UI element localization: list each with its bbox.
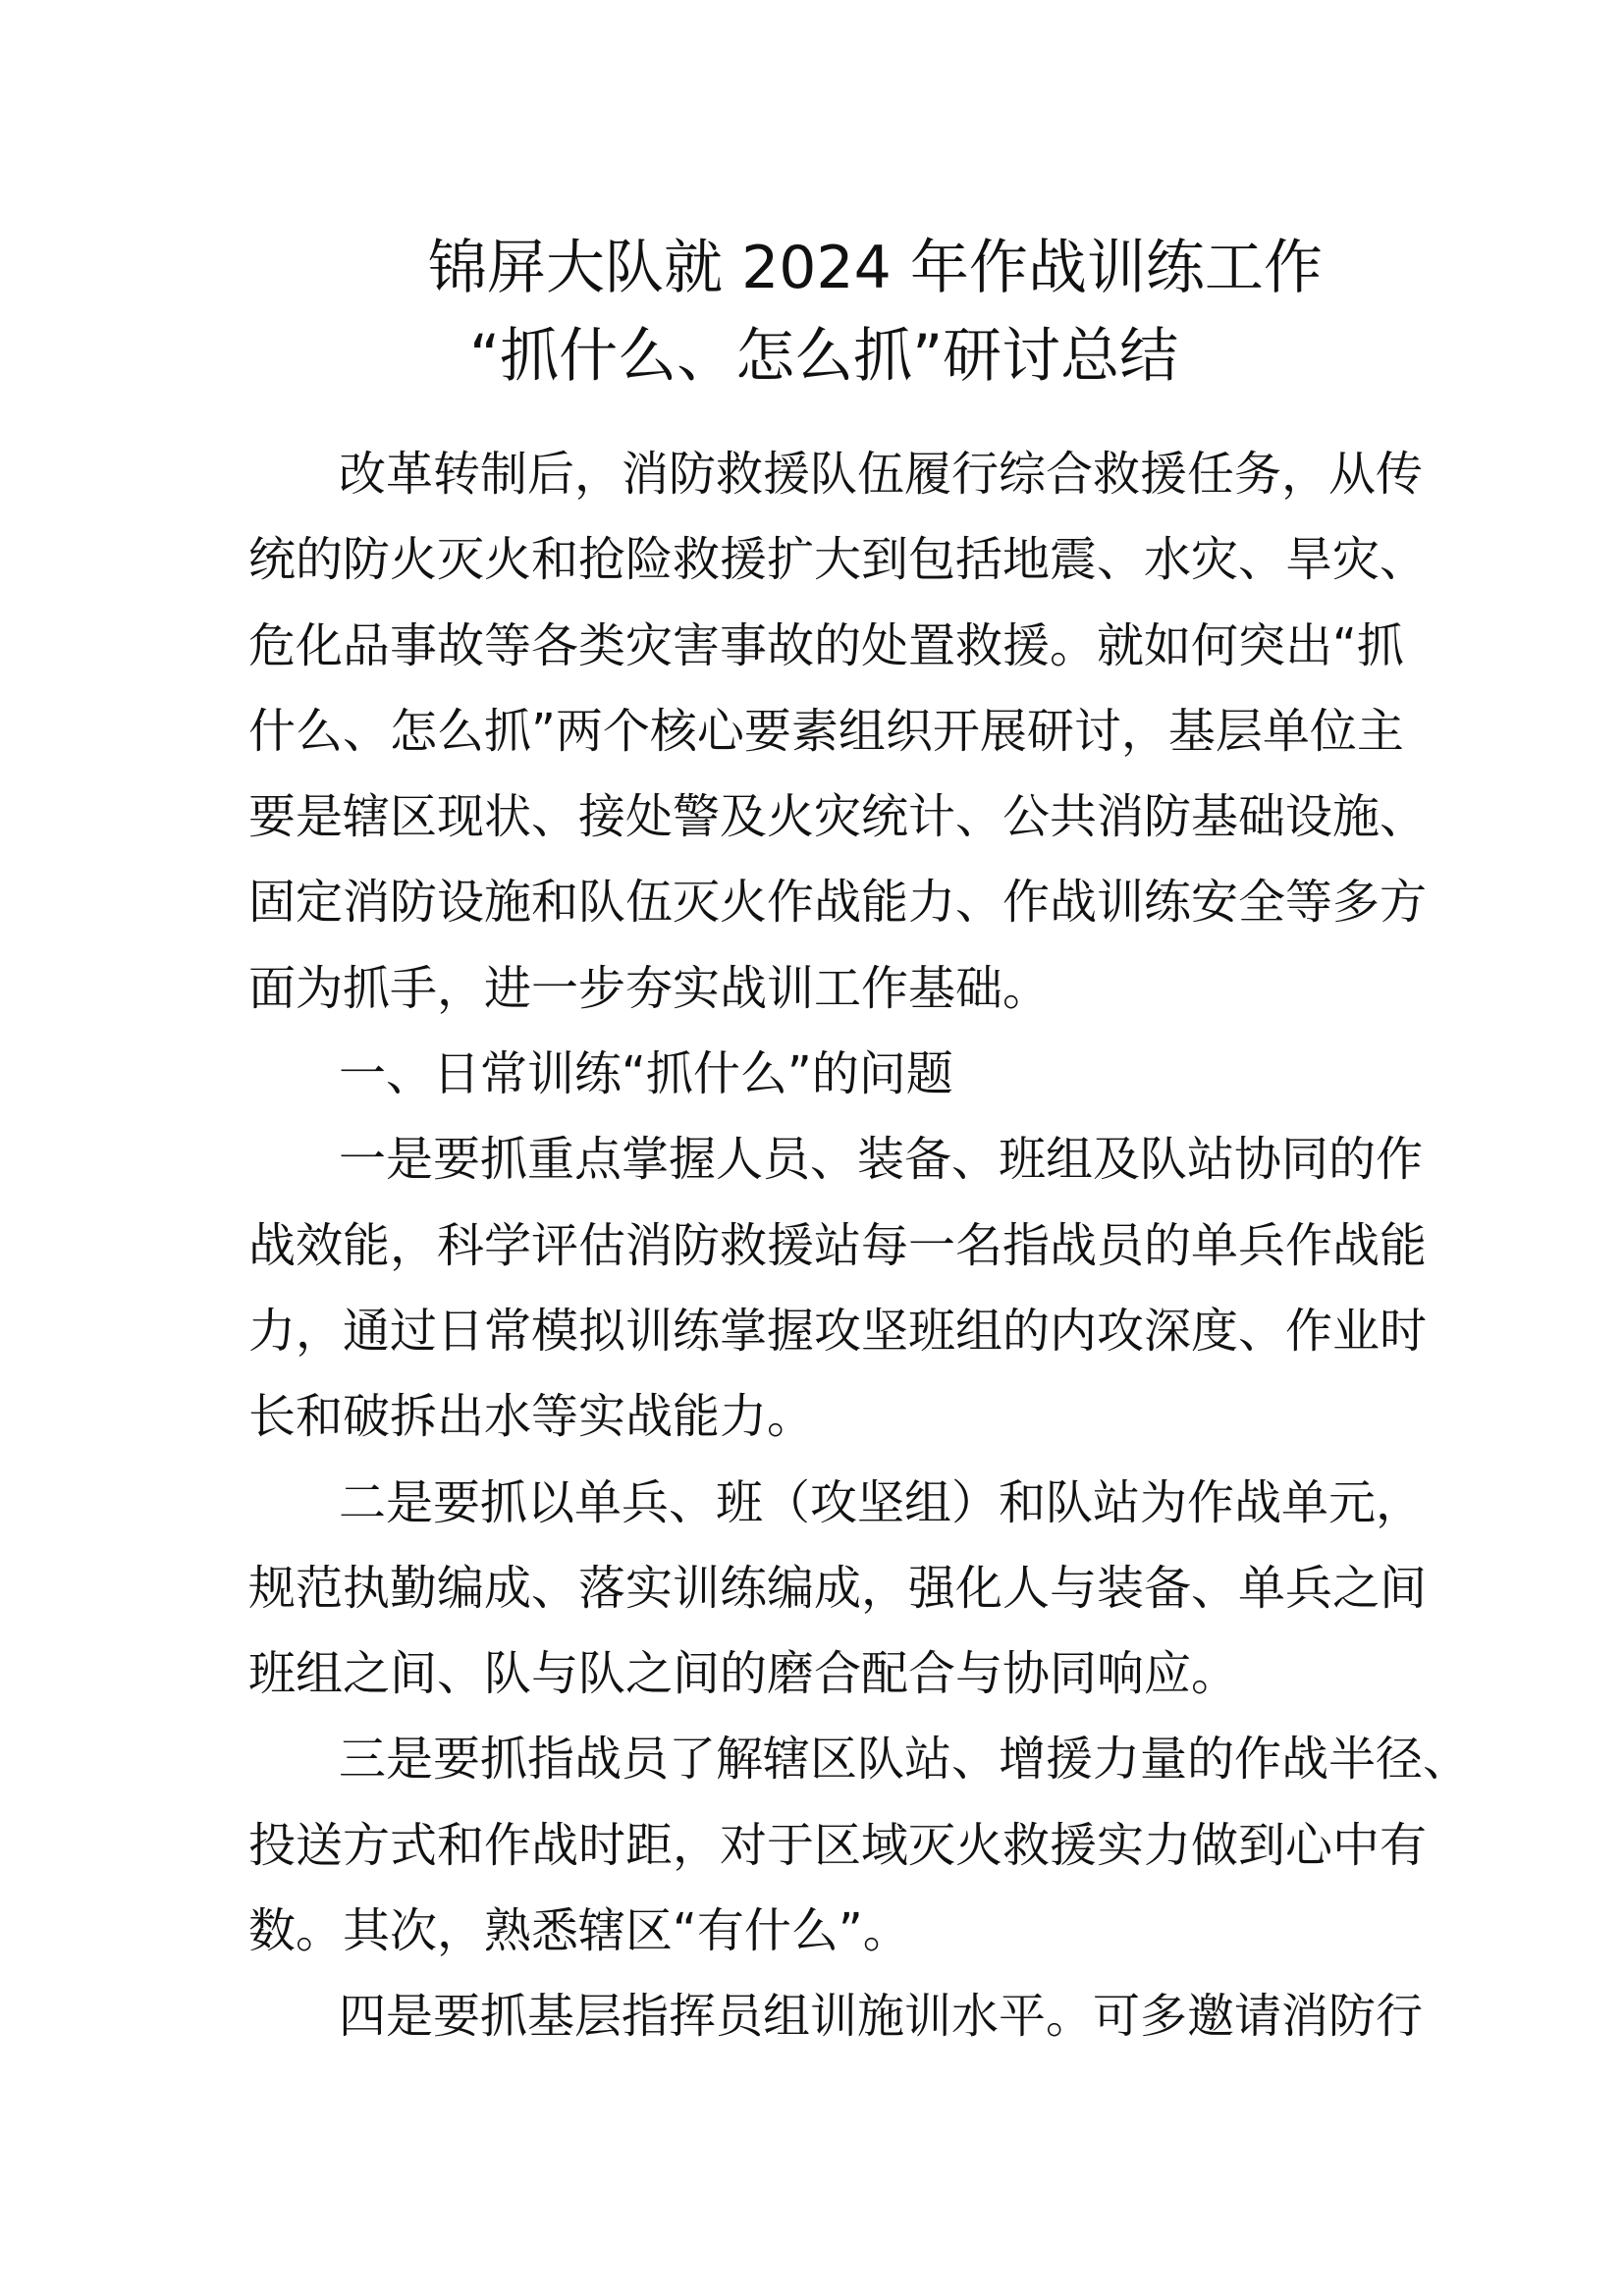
body-text-line: 什么、怎么抓”两个核心要素组织开展研讨，基层单位主 — [248, 703, 1404, 759]
body-text-line: 四是要抓基层指挥员组训施训水平。可多邀请消防行 — [339, 1989, 1424, 2045]
body-text-line: 长和破拆出水等实战能力。 — [248, 1389, 815, 1445]
body-text-line: 三是要抓指战员了解辖区队站、增援力量的作战半径、 — [339, 1732, 1471, 1788]
document-title-line-1: 锦屏大队就 2024 年作战训练工作 — [428, 234, 1323, 302]
body-text-line: 一、日常训练“抓什么”的问题 — [339, 1046, 953, 1102]
body-text-line: 规范执勤编成、落实训练编成，强化人与装备、单兵之间 — [248, 1560, 1428, 1616]
body-text-line: 二是要抓以单兵、班（攻坚组）和队站为作战单元， — [339, 1474, 1424, 1530]
body-text-line: 数。其次，熟悉辖区“有什么”。 — [248, 1903, 910, 1959]
body-text-line: 力，通过日常模拟训练掌握攻坚班组的内攻深度、作业时 — [248, 1303, 1428, 1359]
document-title-line-2: “抓什么、怎么抓”研讨总结 — [469, 322, 1179, 391]
body-text-line: 危化品事故等各类灾害事故的处置救援。就如何突出“抓 — [248, 617, 1404, 673]
body-text-line: 改革转制后，消防救援队伍履行综合救援任务，从传 — [339, 447, 1424, 502]
document-body — [248, 432, 1471, 2060]
body-text-line: 投送方式和作战时距，对于区域灭火救援实力做到心中有 — [248, 1817, 1428, 1873]
body-text-line: 统的防火灭火和抢险救援扩大到包括地震、水灾、旱灾、 — [248, 532, 1428, 588]
body-text-line: 班组之间、队与队之间的磨合配合与协同响应。 — [248, 1646, 1239, 1702]
body-text-line: 固定消防设施和队伍灭火作战能力、作战训练安全等多方 — [248, 875, 1428, 931]
body-text-line: 一是要抓重点掌握人员、装备、班组及队站协同的作 — [339, 1132, 1424, 1188]
body-text-line: 要是辖区现状、接处警及火灾统计、公共消防基础设施、 — [248, 789, 1428, 845]
body-text-line: 面为抓手，进一步夯实战训工作基础。 — [248, 960, 1051, 1016]
body-text-line: 战效能，科学评估消防救援站每一名指战员的单兵作战能 — [248, 1217, 1428, 1273]
